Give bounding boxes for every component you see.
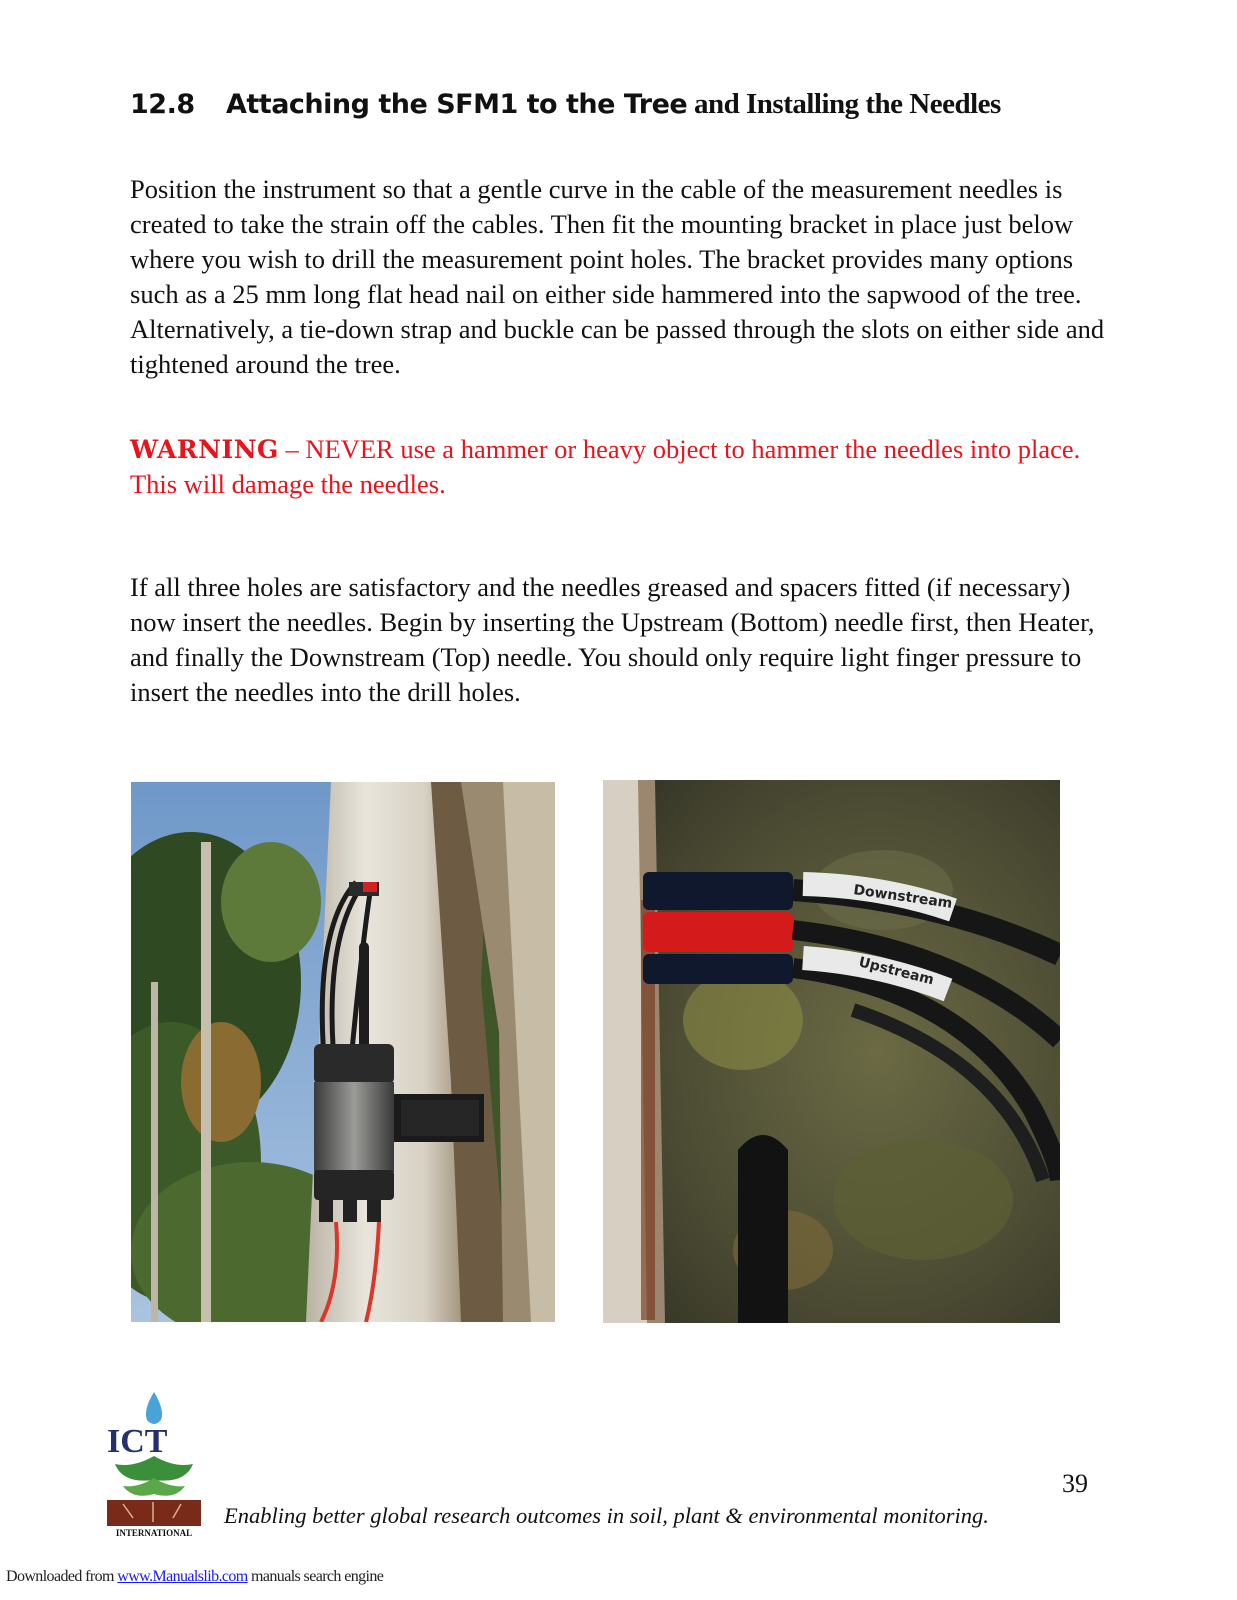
- upstream-label: Upstream: [857, 954, 936, 989]
- manualslib-link[interactable]: www.Manualslib.com: [117, 1568, 248, 1585]
- instrument-on-tree-photo: [131, 782, 555, 1322]
- footer-suffix: manuals search engine: [247, 1568, 384, 1585]
- warning-text: – NEVER use a hammer or heavy object to hammer the needles into place. This will damage the needles.: [130, 434, 1081, 499]
- warning-label: WARNING: [130, 435, 279, 464]
- footer-prefix: Downloaded from: [6, 1568, 118, 1585]
- paragraph-mounting: Position the instrument so that a gentle curve in the cable of the measurement needles is created to take the strain off the cables. Then fit the mounting bracket in place just below where you wish to drill the measurement point holes. The bracket provides many options such as a 25 mm long flat head nail on either side hammered into the sapwood of the tree. Alternatively, a tie-down strap and buckle can be passed through the slots on either side and tightened around the tree.: [130, 174, 1105, 379]
- logo-subtext: INTERNATIONAL: [115, 1528, 193, 1538]
- download-footer: [6, 1568, 383, 1586]
- section-heading: [130, 88, 1001, 121]
- tagline: Enabling better global research outcomes in soil, plant & environmental monitoring.: [224, 1503, 989, 1528]
- page-number: 39: [1062, 1469, 1088, 1498]
- paragraph-insert-needles: If all three holes are satisfactory and the needles greased and spacers fitted (if necessary) now insert the needles. Begin by inserting the Upstream (Bottom) needle first, then Heater, and finally the Downstream (Top) needle. You should only require light finger pressure to insert the needles into the drill holes.: [130, 572, 1095, 707]
- ict-international-logo: [103, 1388, 205, 1538]
- section-title-part1: Attaching the SFM1 to the Tree: [226, 89, 688, 120]
- needles-closeup-photo: [603, 780, 1060, 1323]
- section-number: 12.8: [130, 89, 195, 120]
- section-title-part2: and Installing the Needles: [687, 88, 1001, 120]
- warning-paragraph: [130, 432, 1120, 502]
- downstream-label: Downstream: [852, 882, 954, 912]
- logo-text: ICT: [107, 1423, 168, 1460]
